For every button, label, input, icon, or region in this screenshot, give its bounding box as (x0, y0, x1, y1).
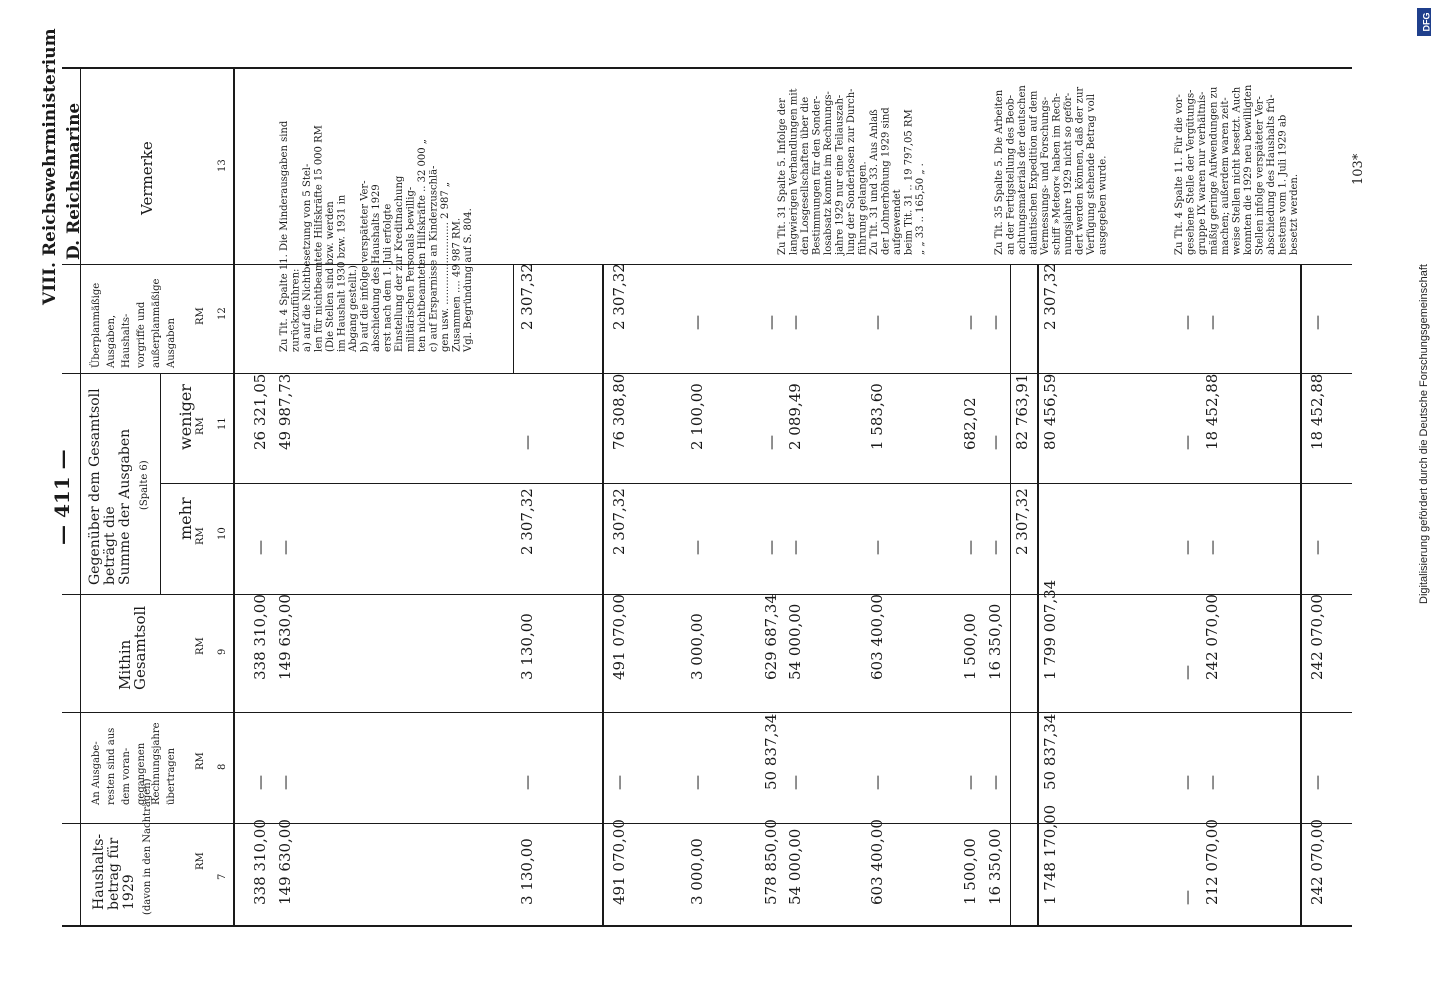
header-group-line (160, 373, 161, 594)
value-r3-c10: 2 307,32 (518, 488, 536, 555)
value-r1-c11: 26 321,05 (251, 373, 269, 450)
value-r2-c9: 149 630,00 (276, 594, 294, 680)
value-r3-c8: — (518, 775, 536, 790)
note-tit31-line-2: den Losgesellschaften über die (800, 96, 811, 255)
value-r4-c9: 3 000,00 (688, 613, 706, 680)
value-s2-c9: 1 799 007,34 (1041, 579, 1059, 680)
note-tit35-line-1: an der Fertigstellung des Beob- (1005, 94, 1017, 255)
col7-title-line-1: betrag für (106, 837, 122, 910)
note-tit4b-line-0: Zu Tit. 4 Spalte 11. Für die vor- (1174, 94, 1185, 255)
c10-number: 10 (217, 527, 228, 540)
col8-title-line-1: resten sind aus (106, 727, 117, 805)
note-tit4b-line-7: Stellen infolge verspäteter Ver- (1254, 96, 1266, 255)
note-tit35-line-4: Vermessungs- und Forschungs- (1040, 96, 1051, 255)
value-r3-c9: 3 130,00 (518, 613, 536, 680)
value-r11-c7: 212 070,00 (1203, 819, 1221, 905)
value-r2-c8: — (276, 775, 294, 790)
note-tit35-line-8: Verfügung stehende Betrag voll (1086, 93, 1097, 255)
section-heading: D. Reichsmarine (64, 102, 84, 260)
value-s2-c10: 2 307,32 (1013, 488, 1031, 555)
note-tit31-line-7: führung gelangen. (857, 161, 869, 255)
note-tit4-line-14: gen usw. .......................... 2 987 „ (440, 181, 451, 352)
col10-title: mehr (176, 497, 195, 540)
note-tit4b-line-5: weise Stellen nicht besetzt. Auch (1231, 86, 1243, 255)
value-s2-c7: 1 748 170,00 (1041, 804, 1059, 905)
note-tit4-line-12: ten nichtbeamteten Hilfskräfte .. 32 000 „ (417, 139, 428, 352)
value-r4-c11: 2 100,00 (688, 383, 706, 450)
note-tit4b-line-9: hestens vom 1. Juli 1929 ab (1277, 114, 1289, 255)
value-r5-c12: — (762, 315, 780, 330)
value-s3-c7: 242 070,00 (1308, 819, 1326, 905)
r3-bar (513, 264, 514, 374)
value-r9-c8: — (986, 775, 1004, 790)
note-tit35-line-0: Zu Tit. 35 Spalte 5. Die Arbeiten (994, 89, 1005, 255)
value-r11-c10: — (1203, 540, 1221, 555)
value-r1-c8: — (251, 775, 269, 790)
note-tit4-line-16: Vgl. Begründung auf S. 804. (463, 208, 474, 352)
value-s3-c10: — (1308, 540, 1326, 555)
value-r7-c11: 1 583,60 (868, 383, 886, 450)
note-tit31-line-4: losabsatz konnte im Rechnungs- (823, 91, 834, 255)
value-s1-c7: 491 070,00 (610, 819, 628, 905)
dfg-logo: DFG (1417, 8, 1431, 36)
note-tit31-line-8: Zu Tit. 31 und 33. Aus Anlaß (869, 109, 880, 255)
value-r6-c12: — (786, 315, 804, 330)
value-s3-c8: — (1308, 775, 1326, 790)
sum2-line-a (1010, 264, 1011, 925)
value-r2-c7: 149 630,00 (276, 819, 294, 905)
col-divider-12-13 (62, 264, 1352, 265)
value-r2-c10: — (276, 540, 294, 555)
note-tit4b-line-3: mäßig geringe Aufwendungen zu (1208, 86, 1220, 255)
value-r1-c9: 338 310,00 (251, 594, 269, 680)
note-tit4b-line-2: gruppe IX waren nur verhältnis- (1197, 91, 1208, 255)
note-tit31-line-11: beim Tit. 31 .. 19 797,05 RM (903, 109, 915, 255)
value-r7-c8: — (868, 775, 886, 790)
value-r11-c9: 242 070,00 (1203, 594, 1221, 680)
value-r6-c8: — (786, 775, 804, 790)
value-r11-c12: — (1203, 315, 1221, 330)
group-title-line-0: Gegenüber dem Gesamtsoll (87, 388, 103, 585)
c11-unit: RM (195, 417, 206, 435)
note-tit4-line-3: len für nichtbeamtete Hilfskräfte 15 000 RM (313, 125, 325, 352)
c8-number: 8 (217, 763, 228, 770)
value-r10-c8: — (1178, 775, 1196, 790)
value-r9-c11: — (986, 435, 1004, 450)
value-r11-c11: 18 452,88 (1203, 373, 1221, 450)
col-divider-10-11 (160, 483, 1352, 484)
value-s2-c8: 50 837,34 (1041, 713, 1059, 790)
page-number: — 411 — (50, 449, 74, 545)
note-tit31-line-0: Zu Tit. 31 Spalte 5. Infolge der (777, 98, 788, 255)
ministry-heading: VIII. Reichswehrministerium (40, 28, 60, 305)
note-tit31-line-9: der Lohnerhöhung 1929 sind (880, 107, 892, 255)
c12-number: 12 (217, 307, 228, 320)
value-s3-c12: — (1308, 315, 1326, 330)
note-tit31-line-1: langwierigen Verhandlungen mit (788, 88, 800, 255)
value-r4-c7: 3 000,00 (688, 838, 706, 905)
col12-title-line-0: Überplanmäßige (91, 282, 102, 368)
note-tit4b-line-10: besetzt werden. (1289, 173, 1300, 255)
col12-title-line-3: vorgriffe und (136, 301, 147, 368)
value-r10-c9: — (1178, 665, 1196, 680)
value-r8-c9: 1 500,00 (961, 613, 979, 680)
value-r8-c12: — (961, 315, 979, 330)
note-tit35-line-6: nungsjahre 1929 nicht so geför- (1063, 92, 1074, 255)
sum2-line-b (1037, 264, 1039, 925)
note-tit4-line-0: Zu Tit. 4 Spalte 11. Die Minderausgaben sind (279, 120, 290, 352)
col8-title-line-0: An Ausgabe- (91, 741, 102, 805)
note-tit35-line-3: atlantischen Expedition auf dem (1028, 90, 1040, 255)
value-r9-c12: — (986, 315, 1004, 330)
note-tit35-line-7: dert werden können, daß der zur (1074, 86, 1086, 255)
table-border-top (62, 67, 1352, 69)
col11-title: weniger (176, 384, 195, 450)
note-tit4-line-9: erst nach dem 1. Juli erfolgte (382, 203, 394, 352)
value-r10-c12: — (1178, 315, 1196, 330)
note-tit4-line-10: Einstellung der zur Kreditnachung (394, 175, 405, 352)
value-r1-c7: 338 310,00 (251, 819, 269, 905)
note-tit4-line-2: a) auf die Nichtbesetzung von 5 Stel- (302, 163, 313, 352)
col8-title-line-5: übertragen (166, 747, 177, 805)
col8-title-line-3: gegangenen (136, 742, 147, 805)
note-tit4-line-8: abschiedung des Haushalts 1929 (371, 184, 382, 352)
col12-title-line-4: außerplanmäßige (151, 278, 162, 368)
value-r8-c8: — (961, 775, 979, 790)
col12-title-line-1: Ausgaben, (106, 314, 117, 368)
col7-title-line-0: Haushalts- (91, 833, 107, 910)
c11-number: 11 (217, 417, 228, 430)
value-r1-c10: — (251, 540, 269, 555)
note-tit4-line-7: b) auf die infolge verspäteter Ver- (359, 180, 371, 352)
note-tit4-line-5: im Haushalt 1930 bzw. 1931 in (336, 194, 348, 352)
value-s1-c8: — (610, 775, 628, 790)
note-tit4-line-4: (Die Stellen sind bzw. werden (325, 201, 336, 352)
note-tit31-line-3: Bestimmungen für den Sonder- (811, 95, 823, 255)
value-r8-c10: — (961, 540, 979, 555)
value-r11-c8: — (1203, 775, 1221, 790)
value-r10-c10: — (1178, 540, 1196, 555)
value-r3-c12: 2 307,32 (518, 263, 536, 330)
value-s2-c12: 2 307,32 (1041, 263, 1059, 330)
note-tit31-line-12: „ „ 33 .. 165,50 „ . (915, 163, 926, 255)
note-tit31-line-10: aufgewendet (892, 189, 903, 255)
col9-title-line-0: Mithin (116, 639, 134, 690)
col8-title-line-4: Rechnungsjahre (151, 722, 162, 805)
c7-number: 7 (217, 873, 228, 880)
value-r7-c9: 603 400,00 (868, 594, 886, 680)
value-s2-c11b: 80 456,59 (1041, 373, 1059, 450)
note-tit35-line-9: ausgegeben wurde. (1097, 155, 1109, 255)
note-tit4b-line-1: gesehene Stelle der Vergütungs- (1185, 89, 1197, 255)
value-r6-c9: 54 000,00 (786, 603, 804, 680)
sum1-line (602, 264, 604, 925)
sum3-line (1300, 264, 1302, 925)
value-r9-c9: 16 350,00 (986, 603, 1004, 680)
value-r5-c11: — (762, 435, 780, 450)
value-s1-c10: 2 307,32 (610, 488, 628, 555)
digitization-note: Digitalisierung gefördert durch die Deutsche Forschungsgemeinschaft (1418, 264, 1430, 604)
value-s1-c11: 76 308,80 (610, 373, 628, 450)
group-title-line-1: beträgt die (102, 506, 118, 585)
value-r6-c7: 54 000,00 (786, 828, 804, 905)
c9-number: 9 (217, 648, 228, 655)
c10-unit: RM (195, 527, 206, 545)
value-r8-c7: 1 500,00 (961, 838, 979, 905)
note-tit4-line-1: zurückzuführen: (290, 268, 302, 352)
value-r5-c10: — (762, 540, 780, 555)
group-title-line-2: Summe der Ausgaben (117, 428, 133, 585)
note-tit4b-line-8: abschiedung des Haushalts frü- (1266, 94, 1277, 255)
value-s1-c9: 491 070,00 (610, 594, 628, 680)
value-r7-c12: — (868, 315, 886, 330)
value-r7-c7: 603 400,00 (868, 819, 886, 905)
value-s3-c11: 18 452,88 (1308, 373, 1326, 450)
value-r9-c7: 16 350,00 (986, 828, 1004, 905)
value-r5-c8: 50 837,34 (762, 713, 780, 790)
note-tit4-line-6: Abgang gestellt.) (348, 265, 359, 352)
value-r3-c11: — (518, 435, 536, 450)
note-tit35-line-2: achtungsmaterials der deutschen (1017, 85, 1028, 255)
col-divider-8-9 (62, 712, 1352, 713)
note-tit35-line-5: schiff »Meteor« haben im Rech- (1051, 92, 1063, 255)
page-mark: 103* (1351, 153, 1366, 185)
col7-sub: (davon in den Nachträgen) (142, 778, 153, 915)
value-r2-c11: 49 987,73 (276, 373, 294, 450)
value-r5-c9: 629 687,34 (762, 594, 780, 680)
value-r4-c8: — (688, 775, 706, 790)
value-r5-c7: 578 850,00 (762, 819, 780, 905)
header-numbers-line (233, 67, 235, 925)
c7-unit: RM (195, 852, 206, 870)
value-r10-c7: — (1178, 890, 1196, 905)
note-tit31-line-6: lung der Sonderlosen zur Durch- (846, 88, 857, 255)
value-s3-c9: 242 070,00 (1308, 594, 1326, 680)
col8-title-line-2: dem voran- (121, 747, 132, 805)
note-tit4b-line-6: konnten die 1929 neu bewilligten (1243, 84, 1254, 255)
value-s1-c12: 2 307,32 (610, 263, 628, 330)
col12-title-line-2: Haushalts- (121, 313, 132, 368)
value-r10-c11: — (1178, 435, 1196, 450)
col12-title-line-5: Ausgaben (166, 318, 177, 368)
value-s2-c11: 82 763,91 (1013, 373, 1031, 450)
note-tit4b-line-4: machen; außerdem waren zeit- (1220, 97, 1231, 255)
group-sub: (Spalte 6) (139, 460, 150, 510)
c8-unit: RM (195, 752, 206, 770)
note-tit4-line-13: c) auf Ersparnisse an Kinderzuschlä- (428, 165, 440, 352)
value-r7-c10: — (868, 540, 886, 555)
value-r3-c7: 3 130,00 (518, 838, 536, 905)
value-r6-c11: 2 089,49 (786, 383, 804, 450)
value-r4-c12: — (688, 315, 706, 330)
c12-unit: RM (195, 307, 206, 325)
c9-unit: RM (195, 637, 206, 655)
col13-title: Vermerke (138, 141, 156, 215)
value-r8-c11: 682,02 (961, 397, 979, 450)
value-r4-c10: — (688, 540, 706, 555)
note-tit31-line-5: jahre 1929 nur eine Teilauszah- (834, 94, 846, 255)
value-r6-c10: — (786, 540, 804, 555)
value-r9-c10: — (986, 540, 1004, 555)
c13-number: 13 (217, 159, 228, 172)
col9-title-line-1: Gesamtsoll (131, 605, 149, 690)
note-tit4-line-15: Zusammen .... 49 987 RM. (451, 218, 463, 352)
note-tit4-line-11: militärischen Personals bewillig- (405, 186, 417, 352)
col7-title-line-2: 1929 (121, 874, 137, 910)
table-border-bottom (62, 925, 1352, 927)
